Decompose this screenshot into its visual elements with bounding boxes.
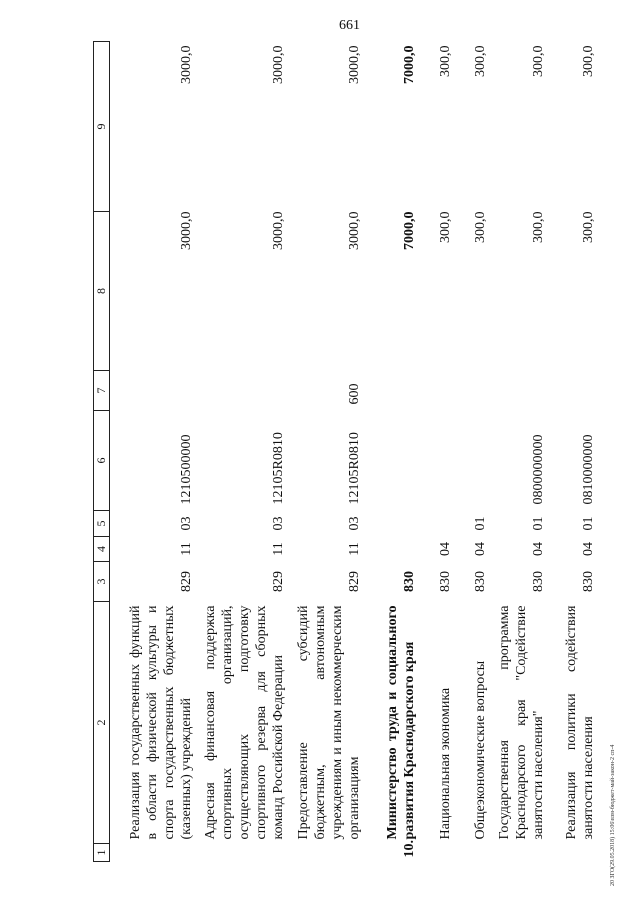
ministry-code: 830 [401, 571, 417, 592]
subsection-code [422, 511, 458, 537]
row-description: Реализация государственных функций в области физической культуры и спорта государственных бюджетных (казенных) учреждений [127, 605, 195, 840]
subsection-code [367, 511, 422, 537]
subsection-code: 03 [271, 516, 287, 531]
table-row [292, 42, 367, 862]
amount-column-8: 3000,0 [346, 211, 362, 250]
row-number: 10. [401, 840, 417, 858]
section-code: 04 [530, 542, 546, 556]
row-number [551, 844, 601, 862]
page-number: 661 [339, 18, 360, 33]
amount-column-9: 3000,0 [179, 45, 195, 84]
table-row [458, 42, 493, 862]
ministry-code: 830 [437, 571, 453, 592]
amount-column-8: 300,0 [437, 211, 453, 243]
amount-column-9: 300,0 [437, 45, 453, 77]
table-row [493, 42, 551, 862]
column-header: 2 [94, 602, 110, 844]
row-number [199, 844, 291, 862]
amount-column-8: 7000,0 [401, 211, 417, 250]
amount-column-9: 300,0 [580, 45, 596, 77]
amount-column-9: 300,0 [472, 45, 488, 77]
target-article-code [367, 411, 422, 511]
expense-type-code [551, 371, 601, 411]
row-number [422, 844, 458, 862]
ministry-code: 829 [346, 571, 362, 592]
column-header: 6 [94, 411, 110, 511]
amount-column-8: 3000,0 [179, 211, 195, 250]
table-row [199, 42, 291, 862]
column-header: 7 [94, 371, 110, 411]
target-article-code: 12105R0810 [346, 432, 362, 505]
budget-table-container [93, 42, 596, 862]
target-article-code [458, 411, 493, 511]
amount-column-8: 300,0 [580, 211, 596, 243]
subsection-code: 01 [580, 516, 596, 531]
section-code: 04 [580, 542, 596, 556]
section-code: 04 [472, 542, 488, 556]
ministry-code: 829 [271, 571, 287, 592]
target-article-code: 0810000000 [580, 434, 596, 505]
amount-column-8: 3000,0 [271, 211, 287, 250]
subsection-code: 01 [472, 516, 488, 531]
row-description: Национальная экономика [437, 687, 453, 840]
section-code [367, 537, 422, 562]
subsection-code: 03 [346, 516, 362, 531]
subsection-code: 01 [530, 516, 546, 531]
expense-type-code: 600 [346, 383, 362, 405]
row-description: Общеэкономические вопросы [472, 660, 488, 840]
section-code: 11 [271, 542, 287, 556]
target-article-code: 1210500000 [179, 434, 195, 505]
expense-type-code [109, 371, 199, 411]
row-number [109, 844, 199, 862]
amount-column-9: 3000,0 [271, 45, 287, 84]
target-article-code: 0800000000 [530, 434, 546, 505]
expense-type-code [493, 371, 551, 411]
expense-type-code [199, 371, 291, 411]
footer-note: 20 ЗГО(29.05.2018) 15:06\взм-бюджет-май-закон-2 сп-4 [610, 744, 616, 886]
row-number [493, 844, 551, 862]
row-description: Предоставление субсидий бюджетным, автономным учреждениям и иным некоммерческим организациям [295, 605, 362, 840]
budget-table [93, 41, 601, 862]
row-description: Государственная программа Краснодарского края "Содействие занятости населения" [496, 605, 546, 840]
row-number [458, 844, 493, 862]
amount-column-8: 300,0 [472, 211, 488, 243]
amount-column-8: 300,0 [530, 211, 546, 243]
ministry-code: 830 [530, 571, 546, 592]
column-header: 9 [94, 42, 110, 212]
column-header: 3 [94, 562, 110, 602]
column-header: 8 [94, 212, 110, 371]
section-code: 11 [179, 542, 195, 556]
amount-column-9: 7000,0 [401, 45, 417, 84]
table-row [422, 42, 458, 862]
row-number [292, 844, 367, 862]
ministry-code: 830 [580, 571, 596, 592]
row-description: Адресная финансовая поддержка спортивных организаций, осуществляющих подготовку спортивного резерва для сборных команд Российской Федерации [203, 605, 287, 840]
column-header: 5 [94, 511, 110, 537]
expense-type-code [422, 371, 458, 411]
table-row [109, 42, 199, 862]
ministry-code: 829 [179, 571, 195, 592]
table-row [551, 42, 601, 862]
section-code: 04 [437, 542, 453, 556]
row-description: Реализация политики содействия занятости населения [563, 605, 596, 840]
ministry-code: 830 [472, 571, 488, 592]
amount-column-9: 300,0 [530, 45, 546, 77]
amount-column-9: 3000,0 [346, 45, 362, 84]
expense-type-code [458, 371, 493, 411]
column-number-header [94, 42, 110, 862]
target-article-code [422, 411, 458, 511]
subsection-code: 03 [179, 516, 195, 531]
row-description: Министерство труда и социального развития Краснодарского края [384, 605, 417, 840]
table-row [367, 42, 422, 862]
column-header: 4 [94, 537, 110, 562]
expense-type-code [367, 371, 422, 411]
target-article-code: 12105R0810 [271, 432, 287, 505]
column-header: 1 [94, 844, 110, 862]
section-code: 11 [346, 542, 362, 556]
